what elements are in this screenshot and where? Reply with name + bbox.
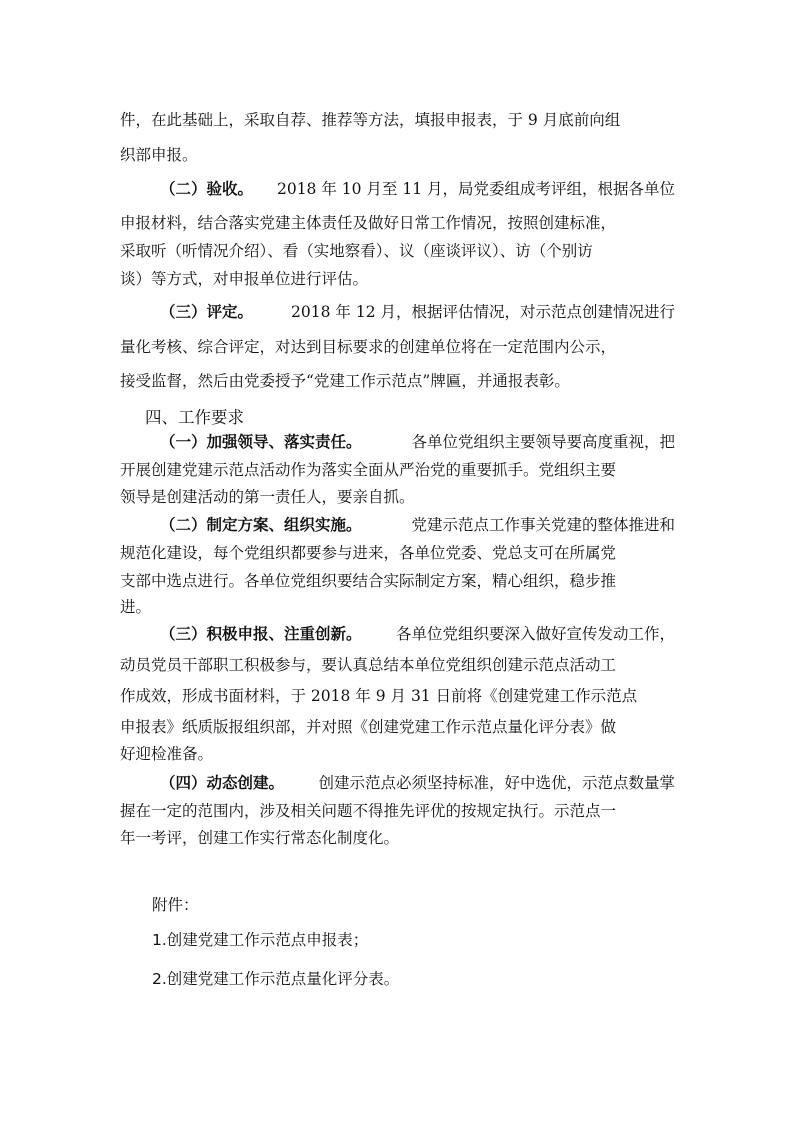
paragraph-text: 2018 年 12 月，根据评估情况，对示范点创建情况进行: [291, 303, 675, 321]
annex-label: 附件：: [152, 896, 199, 914]
paragraph-line: 好迎检准备。: [120, 745, 214, 763]
paragraph-text: 各单位党组织主要领导要高度重视，把: [411, 433, 675, 451]
paragraph-text: 2018 年 10 月至 11 月，局党委组成考评组，根据各单位: [276, 180, 675, 198]
paragraph-line: [160, 432, 675, 452]
paragraph-lead: （二）验收。: [160, 179, 254, 198]
paragraph-line: 谈）等方式，对申报单位进行评估。: [120, 270, 369, 288]
paragraph-text: 创建示范点必须坚持标准，好中选优，示范点数量掌: [318, 774, 675, 792]
paragraph-line: 织部申报。: [120, 146, 198, 164]
paragraph-line: 申报表》纸质版报组织部，并对照《创建党建工作示范点量化评分表》做: [120, 718, 617, 736]
paragraph-text: 各单位党组织要深入做好宣传发动工作，: [395, 625, 675, 643]
paragraph-line: [160, 773, 675, 793]
paragraph-line: 握在一定的范围内，涉及相关问题不得推先评优的按规定执行。示范点一: [120, 802, 617, 820]
paragraph-line: [160, 624, 675, 644]
paragraph-lead: （三）积极申报、注重创新。: [160, 624, 362, 643]
paragraph-line: 采取听（听情况介绍）、看（实地察看）、议（座谈评议）、访（个别访: [120, 242, 593, 260]
paragraph-line: 作成效，形成书面材料，于 2018 年 9 月 31 日前将《创建党建工作示范点: [120, 687, 638, 705]
paragraph-line: 接受监督，然后由党委授予“党建工作示范点”牌匾，并通报表彰。: [120, 372, 570, 390]
paragraph-line: 支部中选点进行。各单位党组织要结合实际制定方案，精心组织，稳步推: [120, 572, 617, 590]
paragraph-line: 年一考评，创建工作实行常态化制度化。: [120, 829, 400, 847]
paragraph-line: [160, 515, 675, 535]
paragraph-line: 领导是创建活动的第一责任人，要亲自抓。: [120, 488, 415, 506]
paragraph-text: 党建示范点工作事关党建的整体推进和: [411, 516, 675, 534]
paragraph-line: 开展创建党建示范点活动作为落实全面从严治党的重要抓手。党组织主要: [120, 461, 617, 479]
paragraph-lead: （四）动态创建。: [160, 773, 285, 792]
section-heading: 四、工作要求: [145, 408, 244, 427]
annex-item: 1.创建党建工作示范点申报表；: [152, 931, 369, 949]
paragraph-line: 进。: [120, 598, 152, 616]
paragraph-line: 规范化建设，每个党组织都要参与进来，各单位党委、党总支可在所属党: [120, 544, 617, 562]
paragraph-line: 件，在此基础上，采取自荐、推荐等方法，填报申报表，于 9 月底前向组: [120, 111, 621, 129]
paragraph-line: [160, 179, 675, 199]
annex-item: 2.创建党建工作示范点量化评分表。: [152, 970, 400, 988]
paragraph-line: [160, 302, 675, 322]
paragraph-line: 量化考核、综合评定，对达到目标要求的创建单位将在一定范围内公示，: [120, 338, 617, 356]
paragraph-lead: （三）评定。: [160, 302, 254, 321]
paragraph-line: 动员党员干部职工积极参与，要认真总结本单位党组织创建示范点活动工: [120, 656, 617, 674]
paragraph-line: 申报材料，结合落实党建主体责任及做好日常工作情况，按照创建标准，: [120, 214, 617, 232]
paragraph-lead: （一）加强领导、落实责任。: [160, 432, 362, 451]
paragraph-lead: （二）制定方案、组织实施。: [160, 515, 362, 534]
